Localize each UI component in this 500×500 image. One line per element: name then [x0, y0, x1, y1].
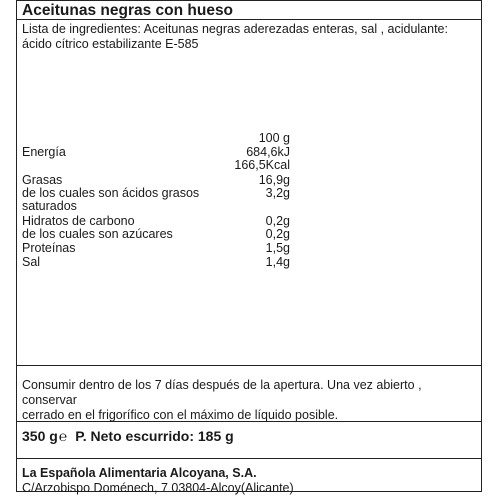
storage-line-2: cerrado en el frigorífico con el máximo de líquido posible.: [22, 408, 339, 422]
storage-instructions: [17, 366, 481, 422]
drained-weight: P. Neto escurrido: 185 g: [75, 428, 234, 444]
company-name: La Española Alimentaria Alcoyana, S.A.: [22, 466, 257, 480]
company-section: [17, 459, 481, 493]
nutrition-value-saturated: 3,2g: [265, 186, 290, 200]
nutrition-value-protein: 1,5g: [265, 241, 290, 255]
nutrition-value-salt: 1,4g: [265, 255, 290, 269]
storage-line-1: Consumir dentro de los 7 días después de la apertura. Una vez abierto , conservar: [22, 378, 422, 407]
nutrition-value-sugars: 0,2g: [265, 227, 290, 241]
weights-section: [17, 422, 481, 459]
nutrition-per-header: 100 g: [258, 131, 290, 145]
nutrition-label-energy: Energía: [22, 145, 66, 159]
nutrition-label-salt: Sal: [22, 255, 41, 269]
ingredients-line-2: ácido cítrico estabilizante E-585: [22, 37, 199, 51]
ingredients-line-1: Lista de ingredientes: Aceitunas negras aderezadas enteras, sal , acidulante:: [22, 22, 448, 36]
nutrition-label-sugars: de los cuales son azúcares: [22, 227, 173, 241]
nutrition-value-energy-kj: 684,6kJ: [246, 145, 290, 159]
nutrition-label-saturated-cont: saturados: [22, 199, 77, 213]
nutrition-label-fat: Grasas: [22, 173, 63, 187]
estimated-sign-icon: ℮: [58, 428, 68, 444]
nutrition-value-carbs: 0,2g: [265, 214, 290, 228]
nutrition-value-energy-kcal: 166,5Kcal: [234, 158, 290, 172]
product-label: [16, 0, 482, 495]
net-weight: 350 g: [22, 428, 58, 444]
nutrition-label-saturated: de los cuales son ácidos grasos: [22, 186, 200, 200]
company-address: C/Arzobispo Doménech, 7 03804-Alcoy(Alicante): [22, 481, 294, 495]
ingredients-section: [17, 20, 481, 366]
product-title: Aceitunas negras con hueso: [17, 1, 481, 20]
nutrition-value-fat: 16,9g: [258, 173, 290, 187]
nutrition-label-carbs: Hidratos de carbono: [22, 214, 135, 228]
nutrition-label-protein: Proteínas: [22, 241, 76, 255]
